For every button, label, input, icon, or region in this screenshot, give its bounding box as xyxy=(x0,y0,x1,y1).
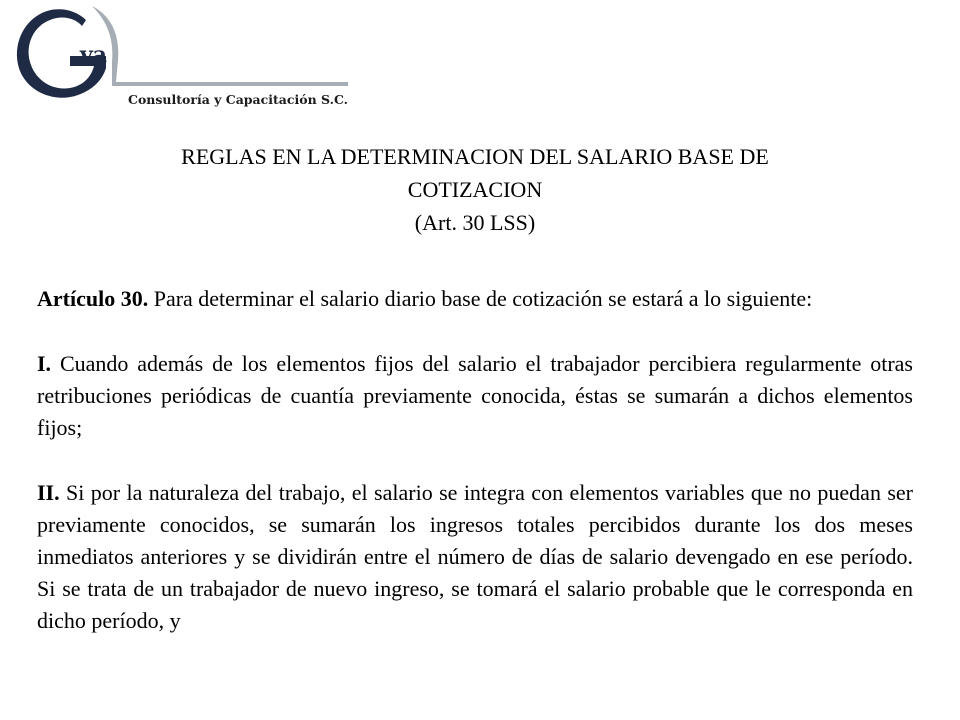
title-line-3: (Art. 30 LSS) xyxy=(414,210,536,235)
fraction-1-text: Cuando además de los elementos fijos del salario el trabajador percibiera regularmente otras retribuciones periódicas de cuantía previamente conocida, éstas se sumarán a dichos elementos fijos; xyxy=(37,351,913,440)
logo-swoosh xyxy=(92,6,348,86)
title-line-1: REGLAS EN LA DETERMINACION DEL SALARIO BASE DE xyxy=(181,144,769,169)
fraction-1-label: I. xyxy=(37,351,52,376)
title-line-2: COTIZACION xyxy=(407,177,543,202)
fraction-2-text: Si por la naturaleza del trabajo, el salario se integra con elementos variables que no puedan ser previamente conocidos, se sumarán los ingresos totales percibidos durante los dos meses inmediatos anteriores y se dividirán entre el número de días de salario devengado en ese período. Si se trata de un trabajador de nuevo ingreso, se tomará el salario probable que le corresponda en dicho período, y xyxy=(37,480,913,633)
page-title xyxy=(0,140,950,239)
article-body xyxy=(37,283,913,670)
article-label: Artículo 30. xyxy=(37,286,149,311)
company-name: Consultoría y Capacitación S.C. xyxy=(128,92,349,107)
logo-letters: va xyxy=(80,42,108,68)
article-intro xyxy=(37,283,913,315)
article-intro-text: Para determinar el salario diario base de cotización se estará a lo siguiente: xyxy=(148,286,813,311)
fraction-2-label: II. xyxy=(37,480,60,505)
fraction-2 xyxy=(37,477,913,637)
company-logo xyxy=(8,4,368,116)
fraction-1 xyxy=(37,348,913,444)
